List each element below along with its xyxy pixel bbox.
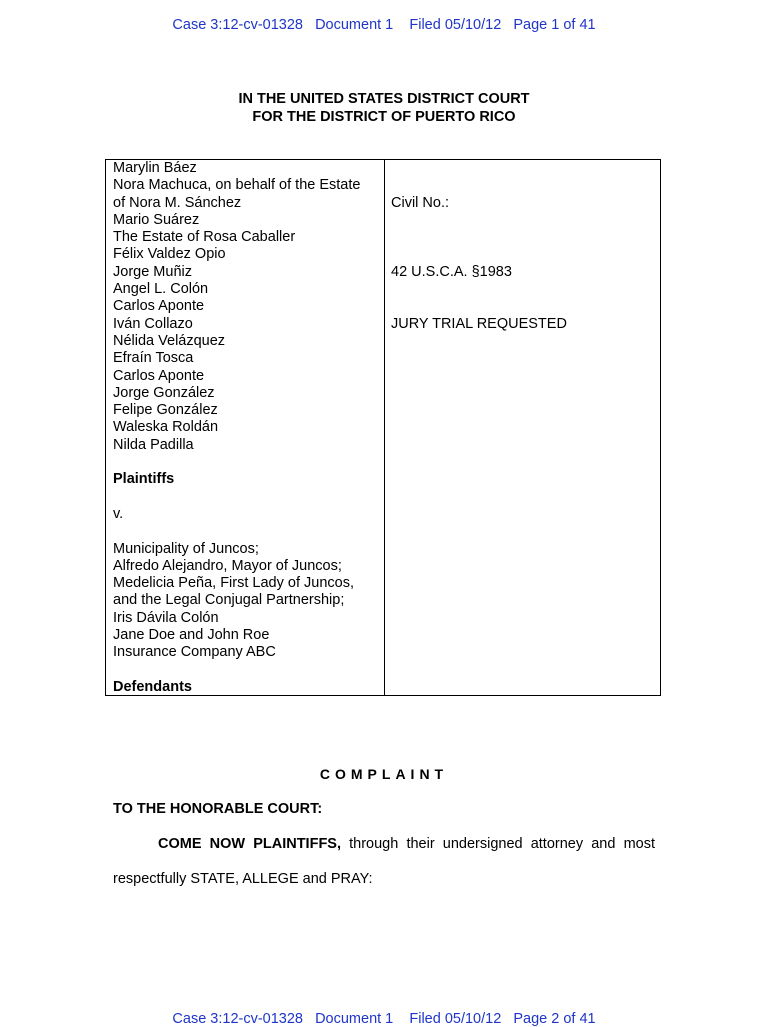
plaintiff-name: Félix Valdez Opio	[113, 246, 226, 263]
salutation: TO THE HONORABLE COURT:	[113, 801, 323, 817]
caption-case-info	[385, 160, 660, 695]
court-heading	[0, 90, 768, 126]
plaintiff-name: Carlos Aponte	[113, 367, 205, 384]
caption-parties	[106, 160, 385, 695]
case-caption-box	[105, 159, 661, 696]
plaintiffs-label: Plaintiffs	[113, 471, 175, 488]
civil-number-label: Civil No.:	[391, 194, 450, 211]
opening-paragraph-line2: respectfully STATE, ALLEGE and PRAY:	[113, 871, 373, 887]
statute-label: 42 U.S.C.A. §1983	[391, 263, 512, 280]
plaintiff-name: Iván Collazo	[113, 315, 193, 332]
defendant-name: Medelicia Peña, First Lady of Juncos,	[113, 575, 354, 592]
defendant-name: Alfredo Alejandro, Mayor of Juncos;	[113, 557, 342, 574]
opening-paragraph	[113, 836, 655, 852]
plaintiff-name: Nora Machuca, on behalf of the Estate	[113, 177, 361, 194]
plaintiff-name: Jorge González	[113, 384, 215, 401]
opening-text: through their undersigned attorney and most	[341, 836, 655, 852]
plaintiff-name: The Estate of Rosa Caballer	[113, 229, 296, 246]
opening-bold-text: COME NOW PLAINTIFFS,	[158, 836, 341, 852]
plaintiff-name: Felipe González	[113, 402, 218, 419]
next-page-header: Case 3:12-cv-01328 Document 1 Filed 05/10/12 Page 2 of 41	[172, 1011, 596, 1027]
plaintiff-name: Carlos Aponte	[113, 298, 205, 315]
defendants-label: Defendants	[113, 678, 192, 695]
plaintiff-name: Jorge Muñiz	[113, 263, 192, 280]
court-heading-line2: FOR THE DISTRICT OF PUERTO RICO	[252, 109, 516, 125]
plaintiff-name: Efraín Tosca	[113, 350, 194, 367]
defendant-name: Municipality of Juncos;	[113, 540, 259, 557]
page-header: Case 3:12-cv-01328 Document 1 Filed 05/10/12 Page 1 of 41	[172, 17, 596, 33]
plaintiff-name: Angel L. Colón	[113, 281, 209, 298]
court-heading-line1: IN THE UNITED STATES DISTRICT COURT	[238, 91, 530, 107]
defendant-name: Insurance Company ABC	[113, 644, 276, 661]
jury-trial-label: JURY TRIAL REQUESTED	[391, 315, 567, 332]
versus-label: v.	[113, 505, 124, 522]
plaintiff-name: Nilda Padilla	[113, 436, 194, 453]
plaintiff-name: Waleska Roldán	[113, 419, 219, 436]
document-title: COMPLAINT	[319, 766, 449, 782]
plaintiff-name: Nélida Velázquez	[113, 332, 226, 349]
defendant-name: Jane Doe and John Roe	[113, 627, 270, 644]
plaintiff-name: of Nora M. Sánchez	[113, 194, 242, 211]
defendant-name: and the Legal Conjugal Partnership;	[113, 592, 345, 609]
plaintiff-name: Marylin Báez	[113, 160, 197, 176]
plaintiff-name: Mario Suárez	[113, 211, 200, 228]
defendant-name: Iris Dávila Colón	[113, 609, 219, 626]
